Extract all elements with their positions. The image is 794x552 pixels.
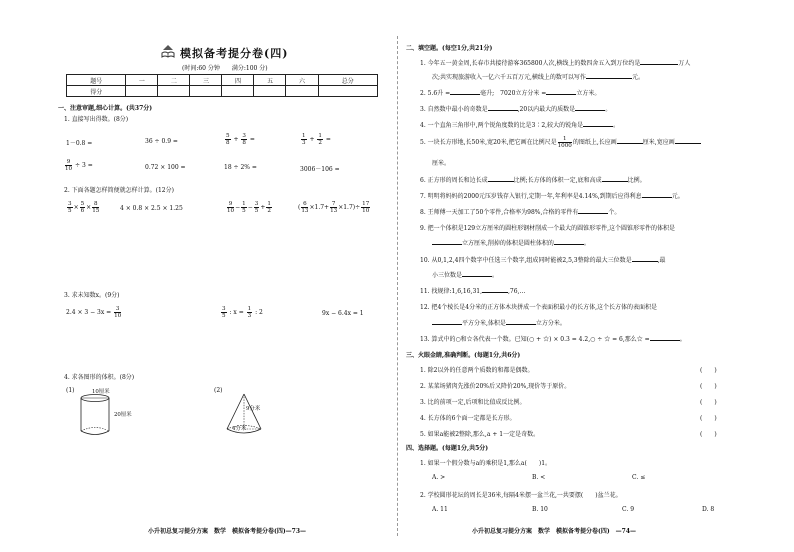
answer-blank[interactable] bbox=[578, 213, 608, 214]
fill-q9-line1: 9. 把一个体积是129立方厘米的圆柱形钢材削成一个最大的圆锥形零件,这个圆锥形零件的体积是 bbox=[420, 225, 675, 232]
choice-option[interactable]: B. < bbox=[532, 474, 546, 481]
judge-item: 3. 比的前项一定,后项和比值成反比例。 bbox=[420, 399, 526, 406]
section2-heading: 二、填空题。(每空1分,共21分) bbox=[406, 45, 493, 52]
choice-q2: 2. 学校圆形花坛的周长是36米,每隔4米摆一盆兰花,一共要摆( )盆兰花。 bbox=[420, 492, 622, 499]
answer-blank[interactable] bbox=[575, 110, 605, 111]
table-header-cell: 二 bbox=[158, 75, 190, 86]
answer-blank[interactable] bbox=[675, 143, 701, 144]
q4-label: 4. 求各图形的体积。(8分) bbox=[64, 374, 135, 381]
judge-item: 4. 长方体的6个面一定都是长方形。 bbox=[420, 415, 516, 422]
fill-q13: 13. 算式中的○和☆各代表一个数。已知(○ + ☆) × 0.3 = 4.2,○ ÷ ☆ = 6,那么☆ = 。 bbox=[420, 336, 686, 343]
fill-q1-line1: 1. 今年五一黄金周,长春市共接待游客365800人次,横线上的数四舍五入到万位约是 万人 bbox=[420, 60, 691, 67]
table-header-cell: 题号 bbox=[67, 75, 126, 86]
answer-blank[interactable] bbox=[432, 324, 462, 325]
equation-3: 9x − 6.4x = 1 bbox=[322, 310, 364, 317]
score-cell[interactable] bbox=[190, 86, 222, 97]
fill-q7: 7. 明明将妈妈的2000元压岁钱存入银行,定期一年,年利率是4.14%,到期后应得利息 元。 bbox=[420, 193, 684, 200]
cylinder-height-label: 20厘米 bbox=[114, 412, 132, 418]
answer-blank[interactable] bbox=[506, 324, 536, 325]
score-table-score-row bbox=[67, 86, 378, 97]
judge-answer-paren[interactable]: ( ) bbox=[700, 383, 717, 390]
cylinder-figure bbox=[78, 393, 112, 437]
answer-blank[interactable] bbox=[488, 110, 518, 111]
left-page-footer: 小升初总复习提分方案 数学 模拟备考提分卷(四)—73— bbox=[148, 528, 307, 535]
simplify-expr-1: $\frac{3}{5}$ × $\frac{5}{6}$ × $\frac{8}{15}$ bbox=[68, 201, 100, 214]
choice-q1: 1. 如果一个假分数与a的乘积是1,那么a( )1。 bbox=[420, 460, 552, 467]
right-page-footer: 小升初总复习提分方案 数学 模拟备考提分卷(四) —74— bbox=[472, 528, 637, 535]
answer-blank[interactable] bbox=[450, 94, 480, 95]
score-cell[interactable] bbox=[286, 86, 318, 97]
equation-2: $\frac{3}{5}$ : x = $\frac{1}{3}$ : 2 bbox=[222, 306, 263, 319]
calc-item: 3006－106 = bbox=[300, 166, 340, 173]
figure1-label: (1) bbox=[66, 387, 75, 394]
fill-q9-line2: 立方厘米,削掉的体积是圆柱体积的 。 bbox=[432, 238, 590, 247]
book-logo-icon bbox=[160, 44, 176, 60]
choice-option[interactable]: C. ≤ bbox=[632, 474, 646, 481]
answer-blank[interactable] bbox=[432, 244, 462, 245]
table-header-cell: 六 bbox=[286, 75, 318, 86]
table-header-cell: 三 bbox=[190, 75, 222, 86]
answer-blank[interactable] bbox=[632, 261, 658, 262]
fill-q11: 11. 找规律:1,6,16,31, ,76,… bbox=[420, 288, 526, 295]
section3-heading: 三、火眼金睛,准确判断。(每题1分,共6分) bbox=[406, 352, 521, 359]
fill-q6: 6. 正方形的周长和边长成 比例;长方体的体积一定,底和高成 比例。 bbox=[420, 177, 646, 184]
calc-item-fraction: $\frac{9}{10}$ ÷ 3 = bbox=[65, 159, 93, 172]
table-header-cell: 五 bbox=[254, 75, 286, 86]
score-cell[interactable] bbox=[222, 86, 254, 97]
q1-label: 1. 直接写出得数。(8分) bbox=[64, 116, 129, 123]
judge-answer-paren[interactable]: ( ) bbox=[700, 367, 717, 374]
fill-q4: 4. 一个直角三角形中,两个锐角度数的比是3∶2,较大的锐角是 。 bbox=[420, 122, 620, 129]
judge-item: 5. 如果a能被2整除,那么,a + 1一定是奇数。 bbox=[420, 431, 540, 438]
choice-option[interactable]: D. 8 bbox=[702, 506, 715, 513]
simplify-expr-4: ( $\frac{6}{13}$ ×1.7+ $\frac{7}{13}$ ×1.7)÷ $\frac{17}{10}$ bbox=[298, 201, 370, 214]
answer-blank[interactable] bbox=[554, 244, 584, 245]
fill-q12-line1: 12. 把4个棱长是4分米的正方体木块拼成一个表面积最小的长方体,这个长方体的表面积是 bbox=[420, 304, 657, 311]
calc-item: 0.72 × 100 = bbox=[145, 164, 186, 171]
score-cell[interactable] bbox=[254, 86, 286, 97]
answer-blank[interactable] bbox=[583, 126, 613, 127]
simplify-expr-3: $\frac{9}{10}$ − $\frac{1}{5}$ − $\frac{3}{5}$ + $\frac{1}{2}$ bbox=[227, 201, 271, 214]
calc-item: 18 ÷ 2% = bbox=[224, 164, 257, 171]
answer-blank[interactable] bbox=[617, 143, 643, 144]
judge-answer-paren[interactable]: ( ) bbox=[700, 399, 717, 406]
cylinder-diameter-label: 10厘米 bbox=[92, 389, 110, 395]
equation-1: 2.4 × 3 − 3x = $\frac{3}{10}$ bbox=[66, 306, 122, 319]
answer-blank[interactable] bbox=[640, 64, 678, 65]
fill-q8: 8. 王师傅一天加工了50个零件,合格率为98%,合格的零件有 个。 bbox=[420, 209, 621, 216]
answer-blank[interactable] bbox=[462, 276, 492, 277]
fill-q5-line1: 5. 一块长方形地,长50米,宽20米,把它画在比例尺是 $\frac{1}{1000}$ 的图纸上,长应画 厘米,宽应画 bbox=[420, 136, 701, 149]
judge-answer-paren[interactable]: ( ) bbox=[700, 431, 717, 438]
table-row-label: 得分 bbox=[67, 86, 126, 97]
calc-item-fraction: $\frac{1}{3}$ + $\frac{1}{2}$ = bbox=[302, 133, 331, 146]
fill-q12-line2: 平方分米,体积是 立方分米。 bbox=[432, 318, 566, 327]
fill-q10-line2: 小三位数是 。 bbox=[432, 272, 499, 279]
answer-blank[interactable] bbox=[602, 181, 628, 182]
section1-heading: 一、注意审题,细心计算。(共37分) bbox=[58, 105, 153, 112]
table-header-cell: 一 bbox=[126, 75, 158, 86]
score-cell[interactable] bbox=[126, 86, 158, 97]
choice-option[interactable]: A. > bbox=[432, 474, 446, 481]
answer-blank[interactable] bbox=[546, 94, 576, 95]
table-header-cell: 总分 bbox=[318, 75, 378, 86]
exam-subtitle: (时间:60 分钟 满分:100 分) bbox=[182, 65, 268, 72]
score-table bbox=[66, 74, 378, 97]
score-cell[interactable] bbox=[158, 86, 190, 97]
judge-item: 2. 某菜场猪肉先涨价20%后又降价20%,现价等于原价。 bbox=[420, 383, 571, 390]
choice-option[interactable]: C. 9 bbox=[622, 506, 635, 513]
fill-q5-line2: 厘米。 bbox=[432, 160, 451, 167]
figure2-label: (2) bbox=[214, 387, 223, 394]
q3-label: 3. 求未知数x。(9分) bbox=[64, 292, 120, 299]
cone-base-label: 4分米 bbox=[232, 426, 247, 432]
fill-q2: 2. 5.6升 = 毫升; 7020立方分米 = 立方米。 bbox=[420, 90, 601, 97]
page-divider bbox=[397, 36, 398, 536]
judge-item: 1. 除2以外的任意两个质数的和都是偶数。 bbox=[420, 367, 534, 374]
choice-option[interactable]: B. 10 bbox=[532, 506, 548, 513]
answer-blank[interactable] bbox=[482, 292, 508, 293]
calc-item-fraction: $\frac{5}{8}$ + $\frac{3}{8}$ = bbox=[226, 133, 255, 146]
simplify-expr-2: 4 × 0.8 × 2.5 × 1.25 bbox=[120, 205, 183, 212]
table-header-cell: 四 bbox=[222, 75, 254, 86]
q2-label: 2. 下面各题怎样简便就怎样计算。(12分) bbox=[64, 187, 174, 194]
answer-blank[interactable] bbox=[642, 197, 672, 198]
fill-q3: 3. 自然数中最小的奇数是 ,20以内最大的质数是 。 bbox=[420, 106, 612, 113]
choice-option[interactable]: A. 11 bbox=[432, 506, 448, 513]
page-title: 模拟备考提分卷(四) bbox=[180, 47, 289, 60]
section4-heading: 四、选择题。(每题1分,共5分) bbox=[406, 445, 489, 452]
answer-blank[interactable] bbox=[586, 78, 632, 79]
cone-height-label: 9分米 bbox=[246, 406, 261, 412]
answer-blank[interactable] bbox=[650, 340, 680, 341]
fill-q1-line2: 次;共实现旅游收入一亿六千五百万元,横线上的数可以写作 元。 bbox=[432, 74, 644, 81]
judge-answer-paren[interactable]: ( ) bbox=[700, 415, 717, 422]
score-table-header-row bbox=[67, 75, 378, 86]
score-cell[interactable] bbox=[318, 86, 378, 97]
calc-item: 1－0.8 = bbox=[66, 140, 93, 147]
fill-q10-line1: 10. 从0,1,2,4四个数字中任选三个数字,组成同时能被2,5,3整除的最大三位数是 ,最 bbox=[420, 257, 666, 264]
calc-item: 36 ÷ 0.9 = bbox=[145, 138, 178, 145]
answer-blank[interactable] bbox=[488, 181, 514, 182]
